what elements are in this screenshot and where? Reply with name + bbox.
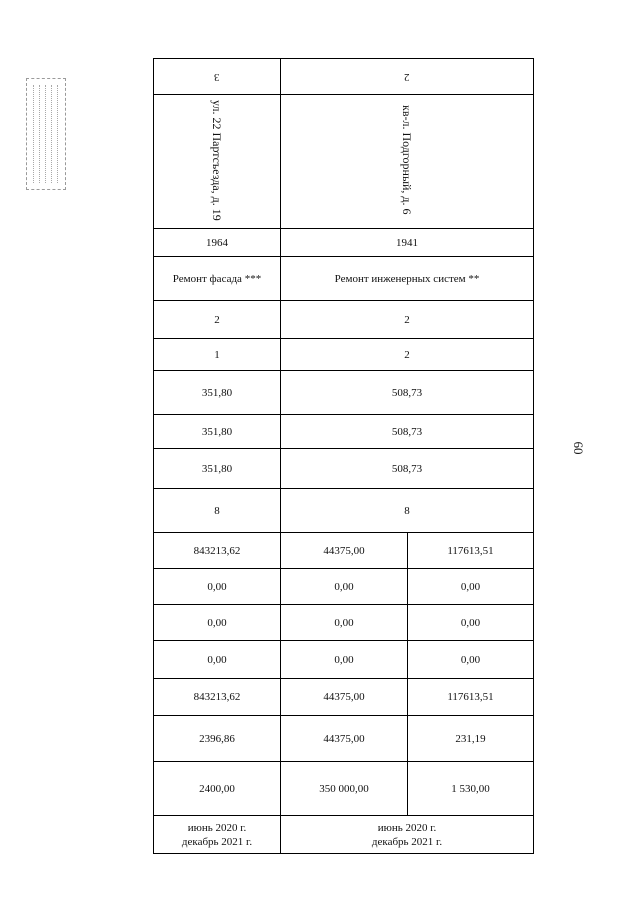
area-cell: 508,73 [281, 415, 534, 449]
approval-stamp [26, 78, 66, 190]
period-start: июнь 2020 г. [377, 821, 437, 834]
unit-cost-cell: 44375,00 [281, 716, 408, 762]
period-end: декабрь 2021 г. [371, 835, 443, 848]
cost-cell: 843213,62 [154, 533, 281, 569]
table-row [154, 569, 534, 605]
period-end: декабрь 2021 г. [181, 835, 253, 848]
cost-cell: 0,00 [281, 569, 408, 605]
table-row [154, 533, 534, 569]
limit-cost-cell: 350 000,00 [281, 762, 408, 816]
table-row [154, 762, 534, 816]
year-cell: 1964 [154, 229, 281, 257]
data-cell: 8 [281, 489, 534, 533]
address-cell: кв-л. Подгорный, д. 6 [400, 105, 414, 215]
cost-cell: 0,00 [154, 641, 281, 679]
page-number: 60 [571, 441, 586, 455]
table-row [154, 301, 534, 339]
period-start: июнь 2020 г. [187, 821, 247, 834]
period-cell [154, 816, 281, 854]
address-cell: ул. 22 Партсъезда, д. 19 [210, 99, 224, 221]
area-cell: 508,73 [281, 449, 534, 489]
unit-cost-cell: 2396,86 [154, 716, 281, 762]
year-cell: 1941 [281, 229, 534, 257]
data-cell: 2 [281, 339, 534, 371]
cost-cell: 0,00 [281, 641, 408, 679]
column-number: 2 [404, 70, 410, 83]
area-cell: 351,80 [154, 449, 281, 489]
cost-cell: 843213,62 [154, 679, 281, 716]
data-cell: 1 [154, 339, 281, 371]
table-row [154, 605, 534, 641]
cost-cell: 117613,51 [408, 679, 534, 716]
cost-cell: 44375,00 [281, 679, 408, 716]
table-row [154, 415, 534, 449]
table-row [154, 679, 534, 716]
limit-cost-cell: 1 530,00 [408, 762, 534, 816]
table-row [154, 371, 534, 415]
table-row [154, 59, 534, 95]
cost-cell: 0,00 [408, 641, 534, 679]
cost-cell: 0,00 [408, 605, 534, 641]
area-cell: 351,80 [154, 371, 281, 415]
data-cell: 2 [154, 301, 281, 339]
table-row [154, 716, 534, 762]
table-row [154, 449, 534, 489]
limit-cost-cell: 2400,00 [154, 762, 281, 816]
table-row [154, 95, 534, 229]
table-row [154, 229, 534, 257]
cost-cell: 44375,00 [281, 533, 408, 569]
cost-cell: 0,00 [408, 569, 534, 605]
area-cell: 508,73 [281, 371, 534, 415]
area-cell: 351,80 [154, 415, 281, 449]
work-type-cell: Ремонт инженерных систем ** [281, 257, 534, 301]
cost-cell: 0,00 [281, 605, 408, 641]
period-cell [281, 816, 534, 854]
data-cell: 8 [154, 489, 281, 533]
works-table [153, 58, 534, 854]
table-row [154, 489, 534, 533]
cost-cell: 0,00 [154, 569, 281, 605]
data-cell: 2 [281, 301, 534, 339]
table-row [154, 339, 534, 371]
cost-cell: 0,00 [154, 605, 281, 641]
cost-cell: 117613,51 [408, 533, 534, 569]
table-row [154, 257, 534, 301]
table-row [154, 641, 534, 679]
work-type-cell: Ремонт фасада *** [154, 257, 281, 301]
unit-cost-cell: 231,19 [408, 716, 534, 762]
column-number: 3 [214, 70, 220, 83]
table-row [154, 816, 534, 854]
